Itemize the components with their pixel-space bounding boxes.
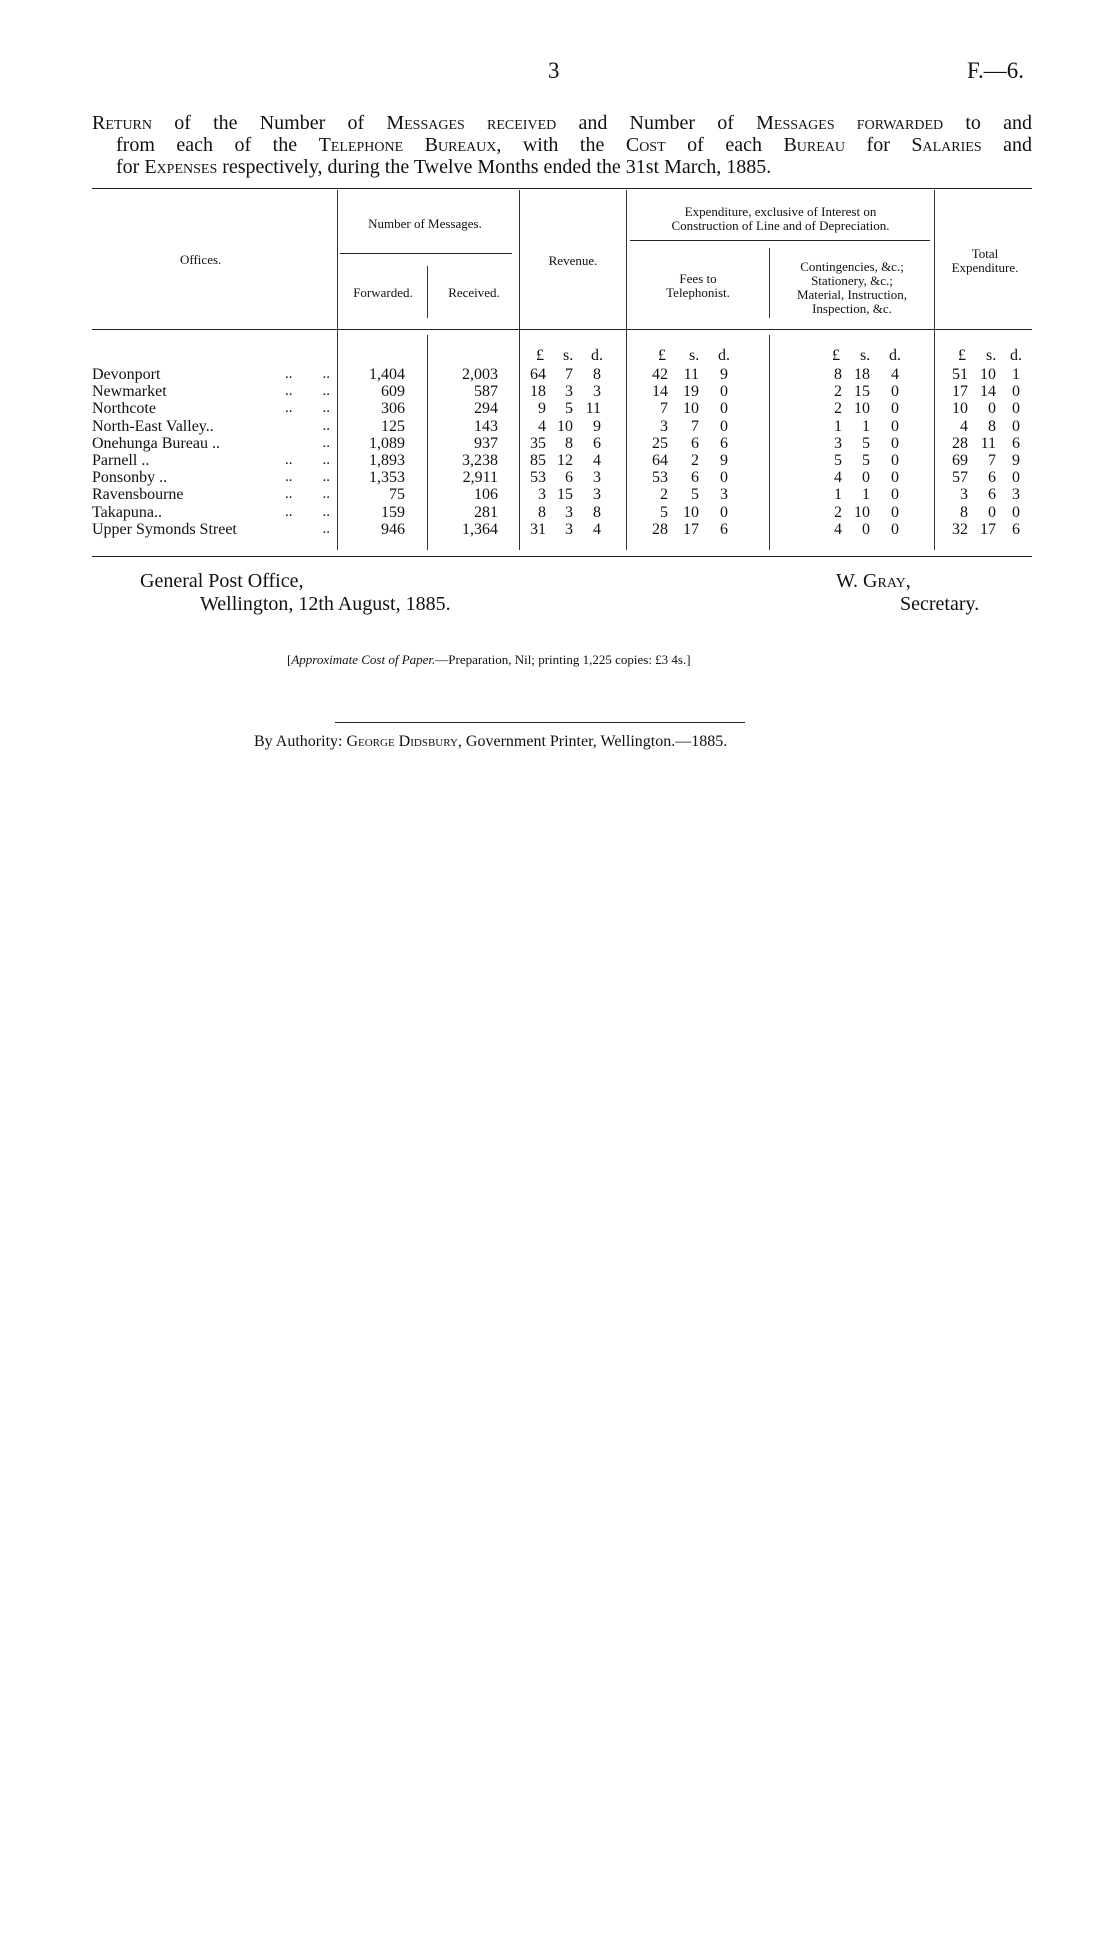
forwarded-count: 75 xyxy=(389,486,405,504)
signature-place: General Post Office, xyxy=(140,570,304,592)
signatory-punct: , xyxy=(905,570,911,592)
total-shilling: 6 xyxy=(988,469,996,487)
fees-shilling: 2 xyxy=(691,452,699,469)
header-fees-line-1: Fees to xyxy=(679,271,717,286)
document-title xyxy=(92,112,1032,178)
revenue-pence: 3 xyxy=(593,383,601,401)
cost-note-bracket: [ xyxy=(287,652,292,667)
leader-dots: .. xyxy=(322,520,330,537)
office-name: Ravensbourne xyxy=(92,486,184,504)
revenue-pound: 31 xyxy=(530,520,546,538)
received-count: 2,911 xyxy=(462,469,498,487)
leader-dots: .. xyxy=(322,434,330,451)
contingencies-pence: 0 xyxy=(891,434,899,452)
fees-pence: 6 xyxy=(720,520,728,538)
forwarded-count: 1,089 xyxy=(369,434,405,452)
contingencies-pound: 2 xyxy=(834,383,842,401)
received-count: 281 xyxy=(474,503,498,521)
leader-dots: .. .. xyxy=(285,503,330,520)
fees-shilling: 6 xyxy=(691,434,699,452)
office-name: Parnell .. xyxy=(92,452,150,469)
forwarded-count: 946 xyxy=(381,520,405,538)
total-shilling: 8 xyxy=(988,417,996,435)
total-pound: 10 xyxy=(952,400,968,418)
fees-pence: 0 xyxy=(720,383,728,401)
signature-date: Wellington, 12th August, 1885. xyxy=(200,593,451,615)
header-contingencies-line-1: Contingencies, &c.; xyxy=(800,259,904,274)
contingencies-shilling: 15 xyxy=(854,383,870,401)
title-text: from each of the xyxy=(116,134,319,156)
revenue-shilling: 7 xyxy=(565,366,573,383)
total-pound: 28 xyxy=(952,434,968,452)
contingencies-pence: 0 xyxy=(891,469,899,487)
revenue-pence: 3 xyxy=(593,469,601,487)
column-divider xyxy=(427,335,428,550)
revenue-shilling: 3 xyxy=(565,520,573,538)
header-expenditure-group xyxy=(628,205,933,233)
column-divider xyxy=(769,335,770,550)
total-pence: 3 xyxy=(1012,486,1020,504)
title-text: to and xyxy=(943,112,1033,134)
money-unit-pence: d. xyxy=(889,347,901,364)
revenue-shilling: 3 xyxy=(565,383,573,401)
revenue-pence: 8 xyxy=(593,366,601,383)
column-divider xyxy=(519,190,520,550)
column-divider xyxy=(626,190,627,550)
revenue-pence: 4 xyxy=(593,520,601,538)
office-name: Ponsonby .. xyxy=(92,469,168,487)
received-count: 106 xyxy=(474,486,498,504)
contingencies-pence: 0 xyxy=(891,417,899,435)
header-total-line-2: Expenditure. xyxy=(951,260,1019,275)
revenue-pound: 9 xyxy=(538,400,546,418)
title-text: of the Number of xyxy=(152,112,387,134)
revenue-pence: 11 xyxy=(585,400,601,418)
office-name: Northcote xyxy=(92,400,156,418)
expenditure-group-rule xyxy=(630,240,930,241)
fees-pound: 42 xyxy=(652,366,668,383)
revenue-pound: 18 xyxy=(530,383,546,401)
revenue-shilling: 8 xyxy=(565,434,573,452)
fees-pence: 0 xyxy=(720,503,728,521)
revenue-shilling: 12 xyxy=(557,452,573,469)
contingencies-pound: 5 xyxy=(834,452,842,469)
total-shilling: 17 xyxy=(980,520,996,538)
contingencies-pence: 0 xyxy=(891,520,899,538)
leader-dots: .. .. xyxy=(285,383,330,400)
contingencies-pound: 3 xyxy=(834,434,842,452)
office-name: Onehunga Bureau .. xyxy=(92,434,220,452)
contingencies-shilling: 18 xyxy=(854,366,870,383)
total-pound: 8 xyxy=(960,503,968,521)
leader-dots: .. .. xyxy=(285,400,330,417)
title-text: and Number of xyxy=(556,112,757,134)
total-shilling: 10 xyxy=(980,366,996,383)
contingencies-shilling: 10 xyxy=(854,400,870,418)
leader-dots: .. .. xyxy=(285,366,330,382)
contingencies-shilling: 1 xyxy=(862,486,870,504)
revenue-shilling: 10 xyxy=(557,417,573,435)
header-received: Received. xyxy=(448,285,500,300)
fees-pence: 9 xyxy=(720,366,728,383)
fees-pound: 28 xyxy=(652,520,668,538)
fees-pound: 2 xyxy=(660,486,668,504)
leader-dots: .. xyxy=(322,417,330,434)
header-forwarded: Forwarded. xyxy=(353,285,413,300)
contingencies-shilling: 1 xyxy=(862,417,870,435)
total-pence: 6 xyxy=(1012,434,1020,452)
signatory-initial: W. xyxy=(836,570,864,592)
header-number-of-messages: Number of Messages. xyxy=(368,216,482,231)
forwarded-count: 1,404 xyxy=(369,366,405,383)
revenue-pound: 3 xyxy=(538,486,546,504)
money-unit-pence: d. xyxy=(591,347,603,364)
cost-note-italic: Approximate Cost of Paper. xyxy=(291,652,436,667)
imprint-printer-name: George Didsbury xyxy=(346,733,458,750)
title-text: for xyxy=(845,134,912,156)
received-count: 294 xyxy=(474,400,498,418)
money-unit-pound: £ xyxy=(832,347,840,364)
total-shilling: 0 xyxy=(988,503,996,521)
fees-pound: 64 xyxy=(652,452,668,469)
contingencies-pound: 1 xyxy=(834,486,842,504)
leader-dots: .. .. xyxy=(285,452,330,468)
revenue-shilling: 3 xyxy=(565,503,573,521)
title-text: respectively, during the Twelve Months ended the 31st March, 1885. xyxy=(217,156,772,178)
signatory-surname: Gray xyxy=(863,570,906,592)
money-unit-pound: £ xyxy=(658,347,666,364)
received-count: 143 xyxy=(474,417,498,435)
header-contingencies-line-3: Material, Instruction, xyxy=(796,287,908,302)
header-total-expenditure xyxy=(935,247,1035,275)
revenue-pence: 9 xyxy=(593,417,601,435)
total-shilling: 0 xyxy=(988,400,996,418)
received-count: 3,238 xyxy=(462,452,498,469)
revenue-pound: 64 xyxy=(530,366,546,383)
title-bureau: Bureau xyxy=(783,134,846,156)
header-contingencies-line-2: Stationery, &c.; xyxy=(811,273,893,288)
fees-pence: 6 xyxy=(720,434,728,452)
title-text: for xyxy=(116,156,145,178)
money-unit-pound: £ xyxy=(536,347,544,364)
forwarded-count: 1,893 xyxy=(369,452,405,469)
fees-pence: 0 xyxy=(720,400,728,418)
total-shilling: 14 xyxy=(980,383,996,401)
header-offices: Offices. xyxy=(180,252,222,267)
money-unit-shilling: s. xyxy=(689,347,700,364)
money-unit-shilling: s. xyxy=(986,347,997,364)
column-divider xyxy=(337,190,338,550)
revenue-pound: 4 xyxy=(538,417,546,435)
title-cost: Cost xyxy=(625,134,666,156)
title-text: and xyxy=(981,134,1032,156)
total-pence: 1 xyxy=(1012,366,1020,383)
total-pence: 0 xyxy=(1012,469,1020,487)
page-reference: F.—6. xyxy=(967,58,1024,83)
total-shilling: 6 xyxy=(988,486,996,504)
total-pound: 4 xyxy=(960,417,968,435)
forwarded-count: 125 xyxy=(381,417,405,435)
money-unit-shilling: s. xyxy=(563,347,574,364)
revenue-shilling: 6 xyxy=(565,469,573,487)
fees-pound: 5 xyxy=(660,503,668,521)
fees-shilling: 19 xyxy=(683,383,699,401)
fees-pence: 0 xyxy=(720,469,728,487)
fees-pence: 3 xyxy=(720,486,728,504)
fees-pence: 0 xyxy=(720,417,728,435)
total-pence: 9 xyxy=(1012,452,1020,469)
total-shilling: 11 xyxy=(980,434,996,452)
fees-shilling: 10 xyxy=(683,503,699,521)
total-pound: 69 xyxy=(952,452,968,469)
revenue-pence: 4 xyxy=(593,452,601,469)
forwarded-count: 159 xyxy=(381,503,405,521)
contingencies-shilling: 10 xyxy=(854,503,870,521)
contingencies-pence: 0 xyxy=(891,383,899,401)
forwarded-count: 609 xyxy=(381,383,405,401)
header-fees-line-2: Telephonist. xyxy=(666,285,730,300)
imprint-rule xyxy=(335,722,745,723)
title-return: Return xyxy=(92,112,153,134)
contingencies-pound: 8 xyxy=(834,366,842,383)
received-count: 587 xyxy=(474,383,498,401)
fees-pound: 7 xyxy=(660,400,668,418)
title-messages-received: Messages received xyxy=(386,112,557,134)
contingencies-pound: 1 xyxy=(834,417,842,435)
revenue-pence: 6 xyxy=(593,434,601,452)
revenue-pound: 8 xyxy=(538,503,546,521)
header-total-line-1: Total xyxy=(971,246,999,261)
column-divider xyxy=(934,190,935,550)
money-unit-shilling: s. xyxy=(860,347,871,364)
office-name: Newmarket xyxy=(92,383,167,401)
total-pence: 0 xyxy=(1012,503,1020,521)
contingencies-pence: 4 xyxy=(891,366,899,383)
fees-pound: 25 xyxy=(652,434,668,452)
contingencies-pound: 2 xyxy=(834,503,842,521)
fees-shilling: 10 xyxy=(683,400,699,418)
contingencies-pence: 0 xyxy=(891,503,899,521)
total-pound: 57 xyxy=(952,469,968,487)
fees-pence: 9 xyxy=(720,452,728,469)
received-count: 2,003 xyxy=(462,366,498,383)
office-name: North-East Valley.. xyxy=(92,417,214,435)
office-name: Devonport xyxy=(92,366,161,383)
imprint-text: By Authority: xyxy=(254,733,347,750)
header-contingencies-line-4: Inspection, &c. xyxy=(812,301,892,316)
signatory-name xyxy=(836,570,911,593)
money-unit-pence: d. xyxy=(1010,347,1022,364)
contingencies-shilling: 5 xyxy=(862,434,870,452)
header-revenue: Revenue. xyxy=(548,253,598,268)
leader-dots: .. .. xyxy=(285,469,330,486)
total-pound: 51 xyxy=(952,366,968,383)
contingencies-pence: 0 xyxy=(891,400,899,418)
contingencies-shilling: 0 xyxy=(862,520,870,538)
total-pence: 0 xyxy=(1012,417,1020,435)
messages-group-rule xyxy=(340,253,512,254)
imprint-text: , Government Printer, Wellington.—1885. xyxy=(457,733,728,750)
revenue-pence: 8 xyxy=(593,503,601,521)
received-count: 1,364 xyxy=(462,520,498,538)
cost-note-text: —Preparation, Nil; printing 1,225 copies: £3 4s.] xyxy=(435,652,691,667)
fees-shilling: 17 xyxy=(683,520,699,538)
total-pence: 6 xyxy=(1012,520,1020,538)
office-name: Takapuna.. xyxy=(92,503,162,521)
revenue-pound: 85 xyxy=(530,452,546,469)
total-shilling: 7 xyxy=(988,452,996,469)
header-expenditure-line-2: Construction of Line and of Depreciation. xyxy=(671,218,890,233)
page-number: 3 xyxy=(548,58,560,83)
table-top-rule xyxy=(92,188,1032,189)
header-expenditure-line-1: Expenditure, exclusive of Interest on xyxy=(684,204,877,219)
table-bottom-rule xyxy=(92,556,1032,557)
total-pound: 3 xyxy=(960,486,968,504)
title-expenses: Expenses xyxy=(144,156,218,178)
total-pence: 0 xyxy=(1012,400,1020,418)
total-pound: 17 xyxy=(952,383,968,401)
received-count: 937 xyxy=(474,434,498,452)
contingencies-shilling: 5 xyxy=(862,452,870,469)
header-fees-to-telephonist xyxy=(627,272,769,300)
contingencies-pound: 4 xyxy=(834,469,842,487)
total-pound: 32 xyxy=(952,520,968,538)
fees-shilling: 5 xyxy=(691,486,699,504)
money-unit-pence: d. xyxy=(718,347,730,364)
cost-note xyxy=(287,652,691,668)
fees-shilling: 6 xyxy=(691,469,699,487)
fees-pound: 3 xyxy=(660,417,668,435)
contingencies-pence: 0 xyxy=(891,452,899,469)
office-name: Upper Symonds Street xyxy=(92,520,237,538)
contingencies-pence: 0 xyxy=(891,486,899,504)
fees-shilling: 11 xyxy=(683,366,699,383)
revenue-shilling: 15 xyxy=(557,486,573,504)
fees-shilling: 7 xyxy=(691,417,699,435)
title-text: of each xyxy=(665,134,784,156)
contingencies-pound: 2 xyxy=(834,400,842,418)
title-salaries: Salaries xyxy=(911,134,982,156)
header-bottom-rule xyxy=(92,329,1032,330)
fees-pound: 53 xyxy=(652,469,668,487)
revenue-pence: 3 xyxy=(593,486,601,504)
forwarded-count: 306 xyxy=(381,400,405,418)
contingencies-shilling: 0 xyxy=(862,469,870,487)
printer-imprint xyxy=(254,733,727,751)
total-pence: 0 xyxy=(1012,383,1020,401)
signatory-title: Secretary. xyxy=(900,593,980,615)
money-unit-pound: £ xyxy=(958,347,966,364)
revenue-pound: 53 xyxy=(530,469,546,487)
fees-pound: 14 xyxy=(652,383,668,401)
contingencies-pound: 4 xyxy=(834,520,842,538)
revenue-pound: 35 xyxy=(530,434,546,452)
title-telephone-bureaux: Telephone Bureaux xyxy=(318,134,497,156)
revenue-shilling: 5 xyxy=(565,400,573,418)
header-contingencies xyxy=(770,260,934,316)
forwarded-count: 1,353 xyxy=(369,469,405,487)
title-text: , with the xyxy=(496,134,626,156)
title-messages-forwarded: Messages forwarded xyxy=(756,112,944,134)
leader-dots: .. .. xyxy=(285,486,330,503)
